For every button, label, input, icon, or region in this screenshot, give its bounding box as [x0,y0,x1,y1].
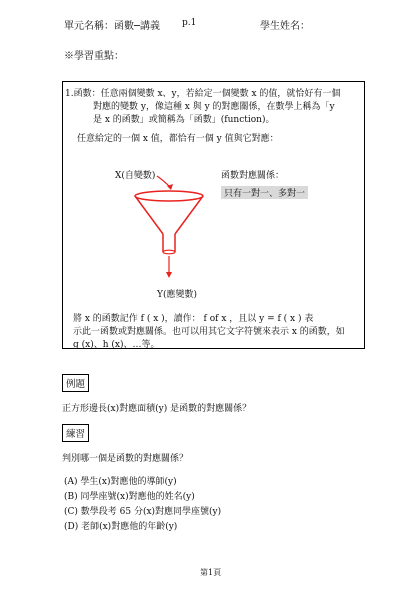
page-number: p.1 [182,18,197,28]
input-variable-label: X(自變數) [115,171,156,181]
unit-title: 單元名稱：函數─講義 [64,21,161,32]
learning-focus-label: ※學習重點： [64,51,124,62]
student-name-label: 學生姓名： [260,21,310,32]
practice-question: 判別哪一個是函數的對應關係？ [62,454,189,464]
notation-line-1: 將 x 的函數記作 f ( x )，讀作： f of x ，且以 y = f ( x ) 表 [73,314,314,324]
definition-line-2: 對應的變數 y，像這種 x 與 y 的對應關係，在數學上稱為「y [93,102,335,112]
example-tag: 例題 [62,374,89,392]
definition-box [62,81,365,349]
option-b: (B) 同學座號(x)對應他的姓名(y) [64,492,195,502]
definition-line-4: 任意給定的一個 x 值，都恰有一個 y 值與它對應： [77,134,279,144]
relation-label: 函數對應關係： [221,171,285,181]
option-c: (C) 數學段考 65 分(x)對應同學座號(y) [64,507,222,517]
definition-line-3: 是 x 的函數」或簡稱為「函數」(function)。 [93,115,275,125]
notation-line-2: 示此一函數或對應關係。也可以用其它文字符號來表示 x 的函數，如 [73,327,345,337]
output-variable-label: Y(應變數) [157,290,197,300]
definition-line-1: 1.函數：任意兩個變數 x、y，若給定一個變數 x 的值，就恰好有一個 [65,89,341,99]
funnel-rim [135,191,203,201]
option-d: (D) 老師(x)對應他的年齡(y) [64,522,178,532]
funnel-diagram [99,174,249,284]
notation-line-3: g (x)、h (x)、…等。 [73,340,160,350]
page-footer: 第1頁 [200,568,222,577]
option-a: (A) 學生(x)對應他的導師(y) [64,477,177,487]
relation-value: 只有一對一、多對一 [221,186,308,199]
practice-tag: 練習 [62,424,89,442]
example-question: 正方形邊長(x)對應面積(y) 是函數的對應關係？ [62,404,252,414]
